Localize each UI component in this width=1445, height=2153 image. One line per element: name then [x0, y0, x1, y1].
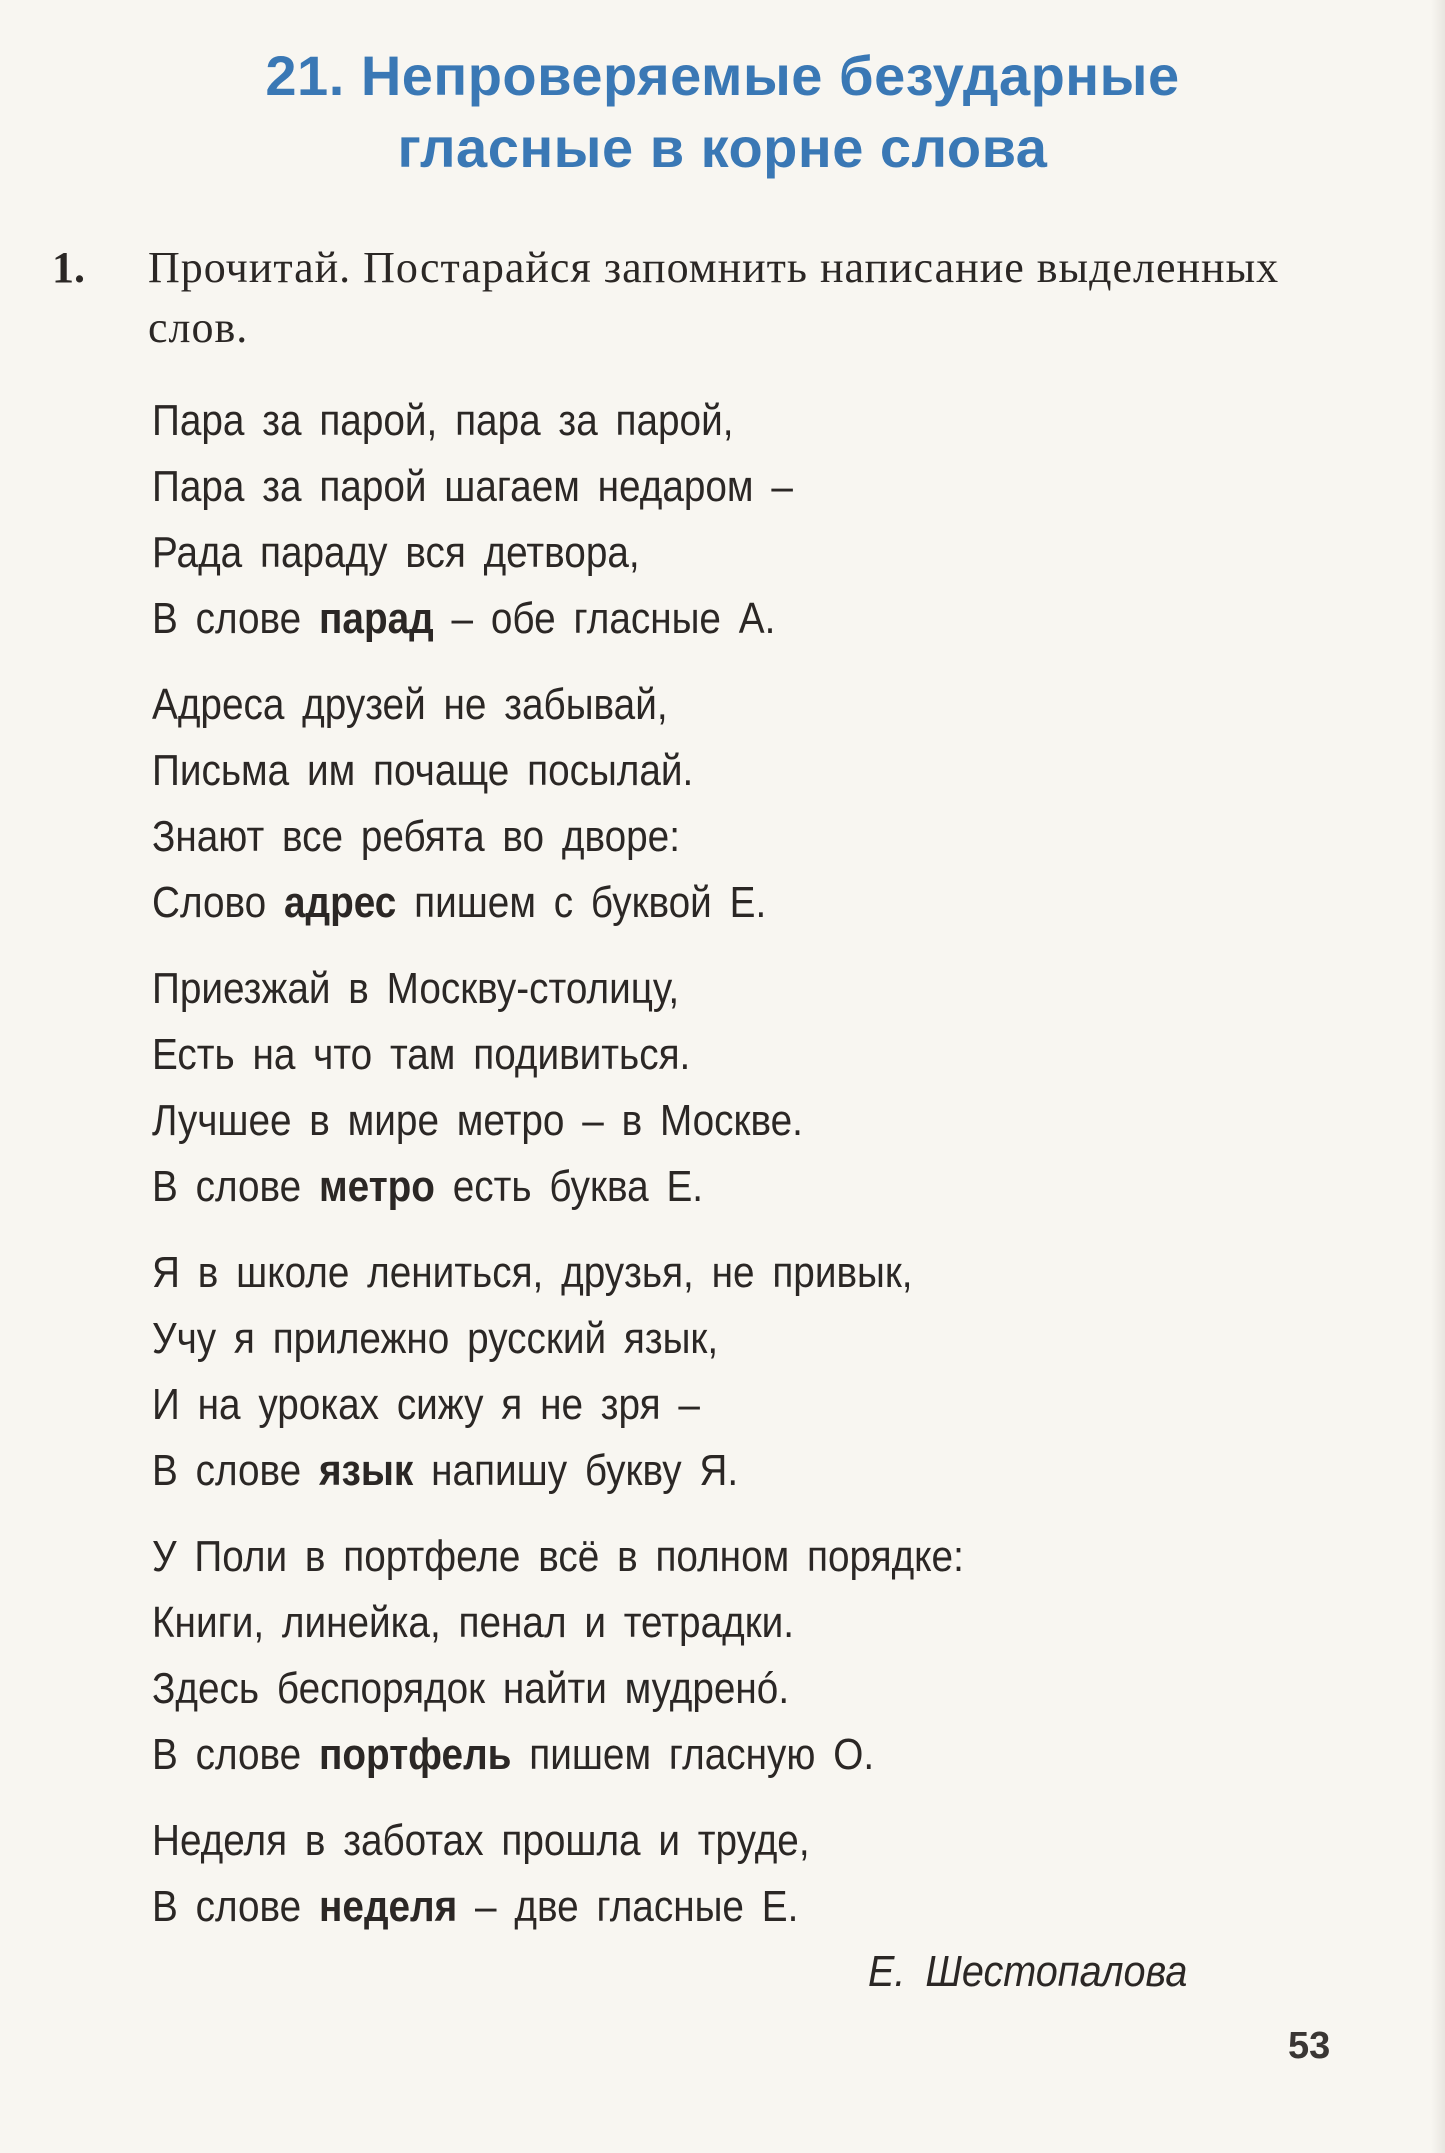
poem-line: Учу я прилежно русский язык, — [152, 1314, 719, 1363]
poem-line: В слове портфель пишем гласную О. — [152, 1730, 875, 1779]
title-line-1: 21. Непроверяемые безударные — [265, 44, 1180, 107]
poem-author: Е. Шестопалова — [868, 1947, 1188, 1996]
poem-line: Книги, линейка, пенал и тетрадки. — [152, 1598, 795, 1647]
poem-line: В слове язык напишу букву Я. — [152, 1446, 739, 1495]
exercise-number: 1. — [52, 243, 85, 292]
poem-line: Лучшее в мире метро – в Москве. — [152, 1096, 803, 1145]
poem-line: Слово адрес пишем с буквой Е. — [152, 878, 767, 927]
exercise-instruction — [52, 238, 1332, 358]
page-title — [0, 40, 1445, 184]
poem-line: Я в школе лениться, друзья, не привык, — [152, 1248, 913, 1297]
poem-line: Пара за парой шагаем недаром – — [152, 462, 793, 511]
poem-line: Есть на что там подивиться. — [152, 1030, 691, 1079]
poem-line: У Поли в портфеле всё в полном порядке: — [152, 1532, 964, 1581]
stanza — [152, 1808, 1352, 1940]
poem-line: Рада параду вся детвора, — [152, 528, 640, 577]
stanza — [152, 956, 1352, 1220]
page-number: 53 — [1288, 2025, 1331, 2067]
title-line-2: гласные в корне слова — [397, 116, 1048, 179]
highlighted-word: парад — [319, 594, 434, 643]
poem-line: Приезжай в Москву-столицу, — [152, 964, 680, 1013]
poem — [152, 388, 1352, 1960]
stanza — [152, 1524, 1352, 1788]
poem-line: И на уроках сижу я не зря – — [152, 1380, 700, 1429]
exercise-text: Прочитай. Постарайся запомнить написание выделенных слов. — [148, 243, 1280, 352]
highlighted-word: неделя — [319, 1882, 458, 1931]
highlighted-word: метро — [319, 1162, 435, 1211]
page-edge-shadow — [1431, 0, 1445, 2153]
highlighted-word: портфель — [319, 1730, 512, 1779]
poem-line: В слове парад – обе гласные А. — [152, 594, 776, 643]
highlighted-word: язык — [319, 1446, 414, 1495]
poem-line: В слове метро есть буква Е. — [152, 1162, 704, 1211]
poem-line: Здесь беспорядок найти мудренó. — [152, 1664, 790, 1713]
poem-line: Письма им почаще посылай. — [152, 746, 694, 795]
highlighted-word: адрес — [284, 878, 397, 927]
poem-line: Неделя в заботах прошла и труде, — [152, 1816, 810, 1865]
stanza — [152, 1240, 1352, 1504]
stanza — [152, 388, 1352, 652]
poem-line: Адреса друзей не забывай, — [152, 680, 668, 729]
poem-line: Пара за парой, пара за парой, — [152, 396, 734, 445]
poem-line: Знают все ребята во дворе: — [152, 812, 680, 861]
poem-line: В слове неделя – две гласные Е. — [152, 1882, 799, 1931]
stanza — [152, 672, 1352, 936]
